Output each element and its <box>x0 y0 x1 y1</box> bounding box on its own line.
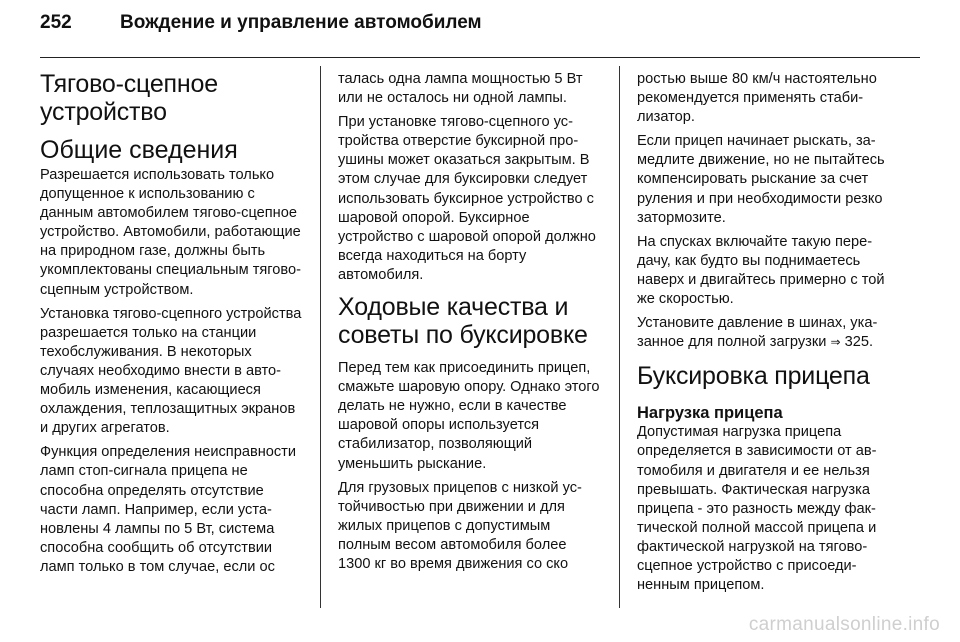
paragraph: Для грузовых прицепов с низкой устойчивостью при движении и для жилых прицепов с допустимым полным весом автомобиля более 1300 кг во время движения со ско <box>338 479 582 572</box>
column-divider-2 <box>619 66 620 608</box>
page-reference-arrow-icon: ⇒ <box>830 335 841 350</box>
paragraph-tyre-pressure <box>637 314 899 352</box>
paragraph: Разрешается использовать только допущенное к использованию с данным автомобилем тягово-сцепное устройство. Автомобили, работающие на природном газе, должны быть укомплектованы специальным тягово-сцепным устройством. <box>40 167 301 298</box>
subsection-heading-general: Общие сведения <box>40 136 238 164</box>
section-heading-driving-tips: Ходовые качества и советы по буксировке <box>338 293 588 350</box>
column-1 <box>40 70 302 582</box>
header-rule <box>40 57 920 58</box>
subsection-heading-trailer-load: Нагрузка прицепа <box>637 404 783 423</box>
page-header <box>40 6 482 40</box>
paragraph: Если прицеп начинает рыскать, замедлите движение, но не пытайтесь компенсировать рыскание за счет руления и при необходимости резко затормозите. <box>637 133 885 226</box>
page-reference-link[interactable]: 325. <box>844 334 873 351</box>
running-title: Вождение и управление автомобилем <box>120 12 482 33</box>
paragraph: Функция определения неисправности ламп стоп-сигнала прицепа не способна определять отсутствие части ламп. Например, если установлены 4 лампы по 5 Вт, система способна сообщить об отсутствии ламп только в том случае, если ос <box>40 444 297 575</box>
paragraph: Установка тягово-сцепного устройства разрешается только на станции техобслуживания. В некоторых случаях необходимо внести в автомобиль изменения, касающиеся охлаждения, теплозащитных экранов и других агрегатов. <box>40 305 302 437</box>
column-divider-1 <box>320 66 321 608</box>
column-2 <box>338 70 600 579</box>
paragraph: ростью выше 80 км/ч настоятельно рекомендуется применять стабилизатор. <box>637 71 877 126</box>
paragraph: Перед тем как присоединить прицеп, смажьте шаровую опору. Однако этого делать не нужно, если в качестве шаровой опоры используется стабилизатор, позволяющий уменьшить рыскание. <box>338 360 600 472</box>
section-heading-trailer-towing: Буксировка прицепа <box>637 362 870 391</box>
paragraph: талась одна лампа мощностью 5 Вт или не осталось ни одной лампы. <box>338 71 583 107</box>
page-number: 252 <box>40 12 72 33</box>
watermark: carmanualsonline.info <box>748 614 940 635</box>
paragraph: Допустимая нагрузка прицепа определяется в зависимости от автомобиля и двигателя и ее нельзя превышать. Фактическая нагрузка прицепа - это разность между фактической полной массой прицепа и фактической нагрузкой на тяговосцепное устройство с присоединенным прицепом. <box>637 424 877 594</box>
column-3 <box>637 70 899 600</box>
paragraph: На спусках включайте такую передачу, как будто вы поднимаетесь наверх и двигайтесь примерно с той же скоростью. <box>637 233 885 308</box>
tyre-pressure-text: Установите давление в шинах, указанное для полной загрузки <box>637 315 878 351</box>
section-heading-towbar: Тягово-сцепное устройство <box>40 70 218 126</box>
paragraph: При установке тягово-сцепного устройства отверстие буксирной проушины может оказаться закрытым. В этом случае для буксировки следует использовать буксирное устройство с шаровой опорой. Буксирное устройство с шаровой опорой должно всегда находиться на борту автомобиля. <box>338 114 596 283</box>
